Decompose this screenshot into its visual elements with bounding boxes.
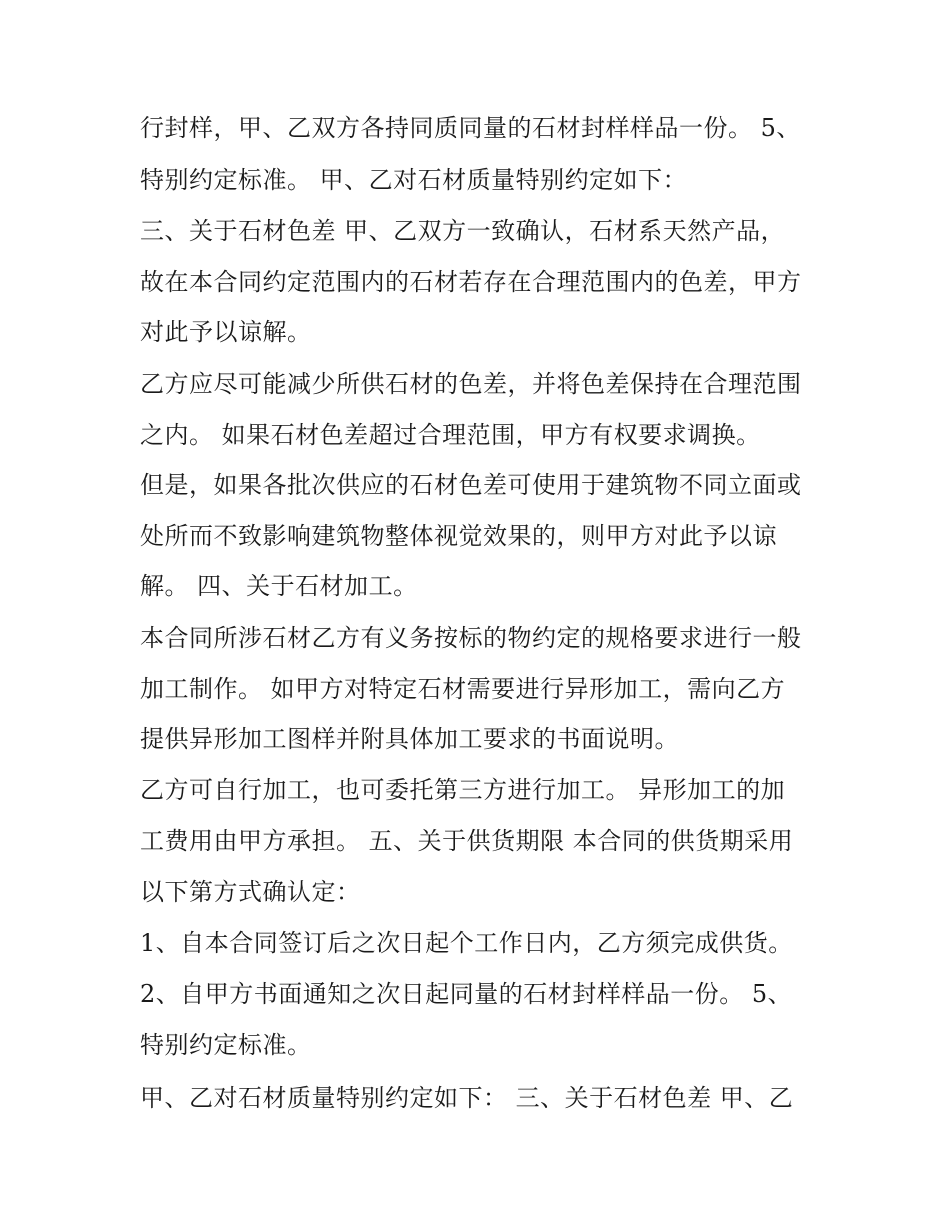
text-line: 解。 四、关于石材加工。 xyxy=(140,572,418,600)
text-line: 2、自甲方书面通知之次日起同量的石材封样样品一份。 5、 xyxy=(140,980,793,1008)
text-line: 处所而不致影响建筑物整体视觉效果的，则甲方对此予以谅 xyxy=(140,522,777,550)
text-line: 乙方可自行加工，也可委托第三方进行加工。 异形加工的加 xyxy=(140,776,786,804)
text-line: 以下第方式确认定： xyxy=(140,878,361,906)
text-line: 行封样，甲、乙双方各持同质同量的石材封样样品一份。 5、 xyxy=(140,114,801,142)
text-line: 三、关于石材色差 甲、乙双方一致确认，石材系天然产品， xyxy=(140,217,786,245)
text-line: 特别约定标准。 甲、乙对石材质量特别约定如下： xyxy=(140,166,688,194)
text-line: 工费用由甲方承担。 五、关于供货期限 本合同的供货期采用 xyxy=(140,827,794,855)
text-line: 特别约定标准。 xyxy=(140,1031,312,1059)
text-line: 之内。 如果石材色差超过合理范围，甲方有权要求调换。 xyxy=(140,421,761,449)
text-line: 1、自本合同签订后之次日起个工作日内，乙方须完成供货。 xyxy=(140,929,793,957)
text-line: 故在本合同约定范围内的石材若存在合理范围内的色差，甲方 xyxy=(140,268,802,296)
text-line: 提供异形加工图样并附具体加工要求的书面说明。 xyxy=(140,725,679,753)
text-line: 加工制作。 如甲方对特定石材需要进行异形加工，需向乙方 xyxy=(140,675,786,703)
text-line: 甲、乙对石材质量特别约定如下： 三、关于石材色差 甲、乙 xyxy=(140,1084,794,1112)
text-line: 本合同所涉石材乙方有义务按标的物约定的规格要求进行一般 xyxy=(140,624,802,652)
text-line: 乙方应尽可能减少所供石材的色差，并将色差保持在合理范围 xyxy=(140,370,802,398)
text-line: 对此予以谅解。 xyxy=(140,318,312,346)
text-line: 但是，如果各批次供应的石材色差可使用于建筑物不同立面或 xyxy=(140,471,802,499)
